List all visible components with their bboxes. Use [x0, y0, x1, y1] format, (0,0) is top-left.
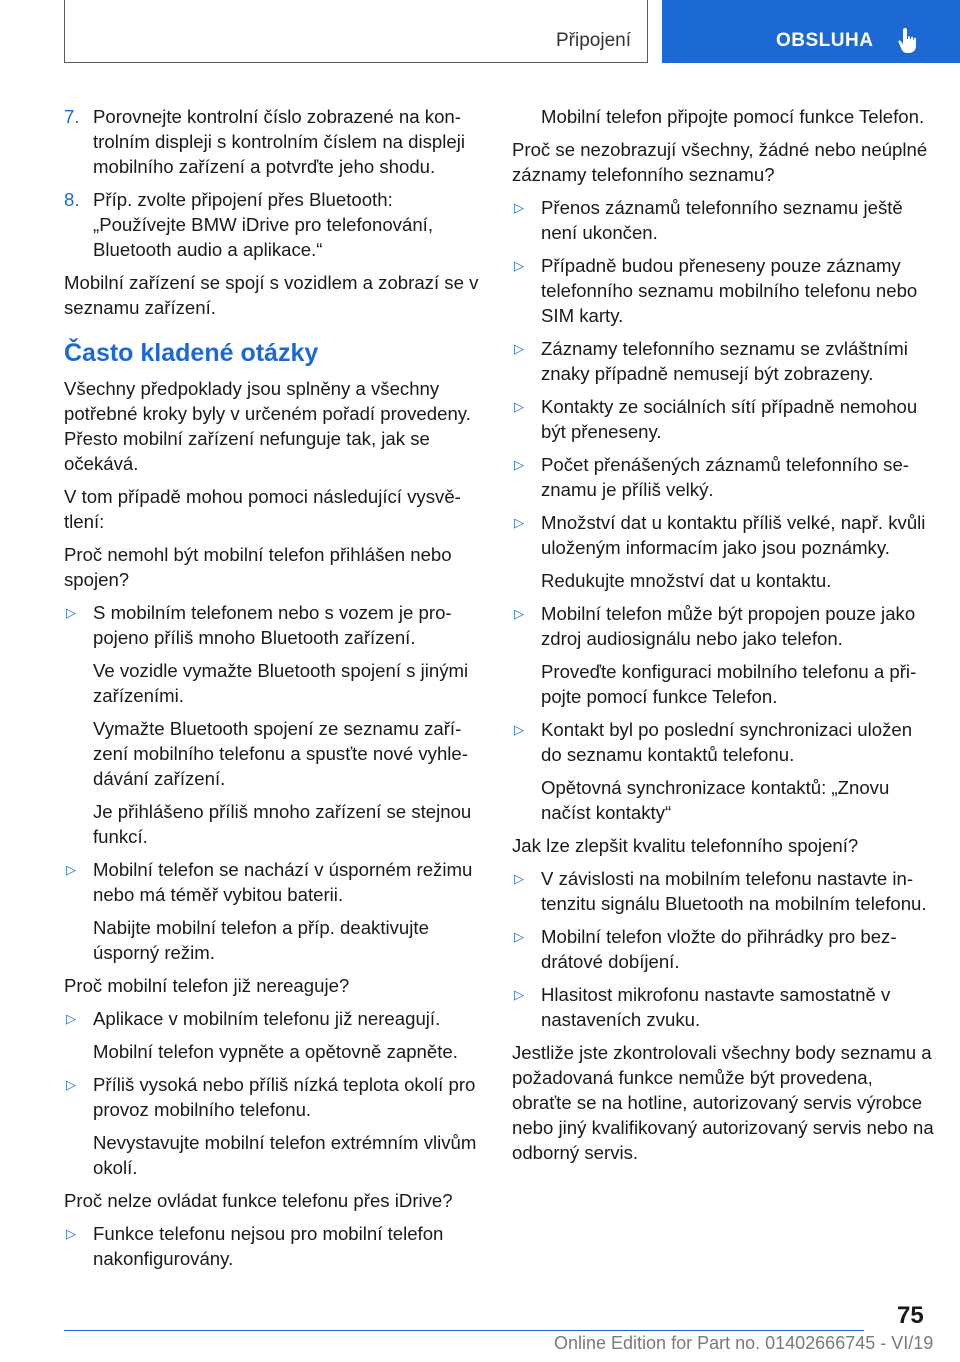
- list-item: [512, 866, 936, 916]
- triangle-bullet-icon: ▷: [66, 862, 76, 877]
- triangle-bullet-icon: ▷: [514, 929, 524, 944]
- triangle-bullet-icon: ▷: [514, 457, 524, 472]
- question: Proč mobilní telefon již nereaguje?: [64, 975, 350, 996]
- triangle-bullet-icon: ▷: [514, 987, 524, 1002]
- footer-edition: Online Edition for Part no. 01402666745 - VI/19: [554, 1333, 934, 1353]
- list-item-text: Mobilní telefon vložte do přihrádky pro bezdrátové dobíjení.: [541, 926, 897, 972]
- solution-text: Mobilní telefon připojte pomocí funkce Telefon.: [541, 106, 925, 127]
- solution-text: Redukujte množství dat u kontaktu.: [541, 570, 832, 591]
- triangle-bullet-icon: ▷: [514, 341, 524, 356]
- step-number: 8.: [64, 189, 80, 210]
- list-item: [64, 1006, 484, 1031]
- list-item: [512, 195, 936, 245]
- list-item-text: Počet přenášených záznamů telefonního seznamu je příliš velký.: [541, 454, 909, 500]
- solution-text: Vymažte Bluetooth spojení ze seznamu zařízení mobilního telefonu a spusťte nové vyhledávání zařízení.: [93, 718, 468, 789]
- section-heading: Často kladené otázky: [64, 339, 319, 367]
- triangle-bullet-icon: ▷: [66, 1011, 76, 1026]
- step-7: [64, 104, 484, 179]
- list-item: [512, 717, 936, 767]
- solution-text: Nevystavujte mobilní telefon extrémním vlivům okolí.: [93, 1132, 477, 1178]
- solution-text: Opětovná synchronizace kontaktů: „Znovu načíst kontakty“: [541, 777, 890, 823]
- question: Proč nemohl být mobilní telefon přihlášen nebo spojen?: [64, 544, 452, 590]
- triangle-bullet-icon: ▷: [514, 515, 524, 530]
- paragraph: Všechny předpoklady jsou splněny a všechny potřebné kroky byly v určeném pořadí provedeny. Přesto mobilní zařízení nefunguje tak, jak se očekává.: [64, 378, 471, 474]
- list-item-text: S mobilním telefonem nebo s vozem je propojeno příliš mnoho Bluetooth zařízení.: [93, 602, 452, 648]
- list-item: [512, 601, 936, 651]
- list-item-text: Případně budou přeneseny pouze záznamy telefonního seznamu mobilního telefonu nebo SIM karty.: [541, 255, 918, 326]
- header-section-title: Připojení: [556, 30, 631, 51]
- triangle-bullet-icon: ▷: [514, 399, 524, 414]
- solution-text: Mobilní telefon vypněte a opětovně zapněte.: [93, 1041, 458, 1062]
- question: Proč nelze ovládat funkce telefonu přes iDrive?: [64, 1190, 453, 1211]
- list-item-text: Přenos záznamů telefonního seznamu ještě není ukončen.: [541, 197, 903, 243]
- triangle-bullet-icon: ▷: [514, 871, 524, 886]
- right-column: [512, 104, 936, 1173]
- paragraph: Jestliže jste zkontrolovali všechny body seznamu a požadovaná funkce nemůže být provedena, obraťte se na hotline, autorizovaný servis výrobce nebo jiný kvalifikovaný autorizovaný servis nebo na odborný servis.: [512, 1042, 934, 1163]
- list-item: [64, 857, 484, 907]
- triangle-bullet-icon: ▷: [66, 605, 76, 620]
- left-column: [64, 104, 484, 1279]
- list-item-text: Funkce telefonu nejsou pro mobilní telefon nakonfigurovány.: [93, 1223, 444, 1269]
- solution-text: Ve vozidle vymažte Bluetooth spojení s jinými zařízeními.: [93, 660, 469, 706]
- triangle-bullet-icon: ▷: [66, 1226, 76, 1241]
- paragraph: V tom případě mohou pomoci následující vysvětlení:: [64, 486, 461, 532]
- list-item-text: Hlasitost mikrofonu nastavte samostatně v nastaveních zvuku.: [541, 984, 891, 1030]
- triangle-bullet-icon: ▷: [66, 1077, 76, 1092]
- list-item: [512, 336, 936, 386]
- hand-pointer-icon: [896, 26, 922, 56]
- list-item: [512, 452, 936, 502]
- question: Proč se nezobrazují všechny, žádné nebo neúplné záznamy telefonního seznamu?: [512, 139, 928, 185]
- list-item-text: Záznamy telefonního seznamu se zvláštními znaky případně nemusejí být zobrazeny.: [541, 338, 908, 384]
- list-item: [512, 510, 936, 560]
- list-item: [64, 1072, 484, 1122]
- list-item: [512, 394, 936, 444]
- header-chapter-label: OBSLUHA: [776, 30, 874, 51]
- list-item: [512, 924, 936, 974]
- solution-text: Nabijte mobilní telefon a příp. deaktivujte úsporný režim.: [93, 917, 429, 963]
- list-item-text: Množství dat u kontaktu příliš velké, např. kvůli uloženým informacím jako jsou poznámky.: [541, 512, 926, 558]
- step-number: 7.: [64, 106, 80, 127]
- step-8: [64, 187, 484, 262]
- list-item-text: Kontakt byl po poslední synchronizaci uložen do seznamu kontaktů telefonu.: [541, 719, 913, 765]
- list-item-text: Aplikace v mobilním telefonu již nereagují.: [93, 1008, 441, 1029]
- solution-text: Je přihlášeno příliš mnoho zařízení se stejnou funkcí.: [93, 801, 472, 847]
- list-item: [512, 982, 936, 1032]
- triangle-bullet-icon: ▷: [514, 258, 524, 273]
- list-item: [64, 1221, 484, 1271]
- list-item-text: V závislosti na mobilním telefonu nastavte intenzitu signálu Bluetooth na mobilním telefonu.: [541, 868, 927, 914]
- list-item-text: Mobilní telefon může být propojen pouze jako zdroj audiosignálu nebo jako telefon.: [541, 603, 916, 649]
- solution-text: Proveďte konfiguraci mobilního telefonu a připojte pomocí funkce Telefon.: [541, 661, 917, 707]
- triangle-bullet-icon: ▷: [514, 606, 524, 621]
- page-number: 75: [897, 1302, 924, 1329]
- list-item: [512, 253, 936, 328]
- footer-divider: [64, 1330, 864, 1331]
- triangle-bullet-icon: ▷: [514, 722, 524, 737]
- list-item: [64, 600, 484, 650]
- step-text: Porovnejte kontrolní číslo zobrazené na kontrolním displeji s kontrolním číslem na displeji mobilního zařízení a potvrďte jeho shodu.: [93, 106, 466, 177]
- question: Jak lze zlepšit kvalitu telefonního spojení?: [512, 835, 859, 856]
- triangle-bullet-icon: ▷: [514, 200, 524, 215]
- step-text: Příp. zvolte připojení přes Bluetooth: „Používejte BMW iDrive pro telefonování, Bluetooth audio a aplikace.“: [93, 189, 433, 260]
- paragraph: Mobilní zařízení se spojí s vozidlem a zobrazí se v seznamu zařízení.: [64, 272, 479, 318]
- list-item-text: Mobilní telefon se nachází v úsporném režimu nebo má téměř vybitou baterii.: [93, 859, 473, 905]
- list-item-text: Kontakty ze sociálních sítí případně nemohou být přeneseny.: [541, 396, 918, 442]
- list-item-text: Příliš vysoká nebo příliš nízká teplota okolí pro provoz mobilního telefonu.: [93, 1074, 476, 1120]
